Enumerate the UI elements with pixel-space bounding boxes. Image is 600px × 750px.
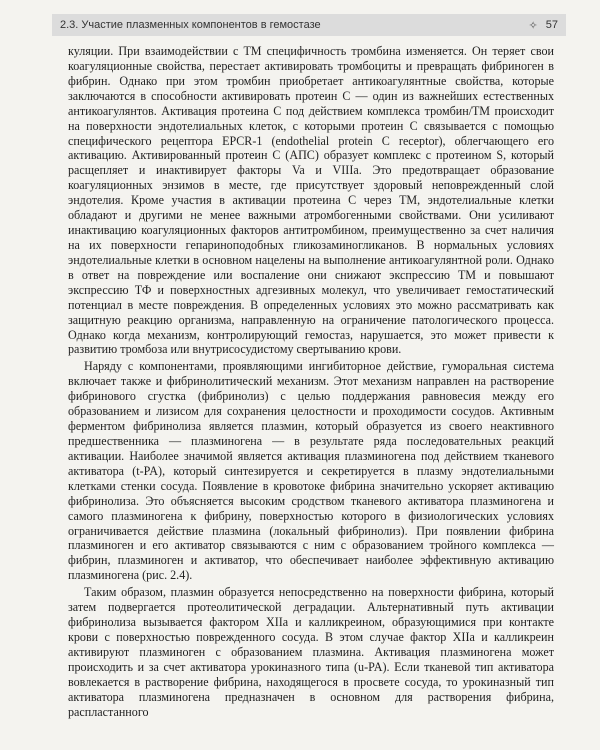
body-text (68, 44, 554, 719)
page-number-group (529, 19, 558, 32)
paragraph-1: куляции. При взаимодействии с ТМ специфичность тромбина изменяется. Он теряет свои коагуляционные свойства, перестает активировать тромбоциты и превращать фибриноген в фибрин. Однако при этом тромбин приобретает антикоагулянтные свойства, которые заключаются в способности активировать протеин С — один из важнейших естественных антикоагулянтов. Активация протеина С под действием комплекса тромбин/ТМ происходит на поверхности эндотелиальных клеток, с которыми протеин С связывается с помощью специфического рецептора EPCR-1 (endothelial protein C receptor), облегчающего его активацию. Активированный протеин С (АПС) образует комплекс с протеином S, который расщепляет и инактивирует факторы Va и VIIIa. Это предотвращает образование коагуляционных энзимов в месте, где присутствует здоровый неповрежденный слой эндотелия. Кроме участия в активации протеина С через ТМ, эндотелиальные клетки обладают и другими не менее важными атромбогенными свойствами. Они усиливают инактивацию коагуляционных факторов антитромбином, преимущественно за счет наличия на их поверхности гепариноподобных гликозаминогликанов. В нормальных условиях эндотелиальные клетки в основном нацелены на выполнение антикоагулянтной роли. Однако в ответ на повреждение или воспаление они снижают экспрессию ТМ и повышают экспрессию ТФ и поверхностных адгезивных молекул, что увеличивает гемостатический потенциал в месте повреждения. В определенных условиях это можно рассматривать как защитную реакцию организма, направленную на ограничение патологического процесса. Однако когда механизм, контролирующий гемостаз, нарушается, это может привести к развитию тромбоза или внутрисосудистому свертыванию крови. (68, 44, 554, 357)
paragraph-3: Таким образом, плазмин образуется непосредственно на поверхности фибрина, который затем подвергается протеолитической деградации. Альтернативный путь активации фибринолиза вызывается фактором XIIa и калликреином, образующимися при контакте крови с поверхностью поврежденного сосуда. В этом случае фактор XIIa и калликреин активируют плазминоген с образованием плазмина. Активация плазминогена может происходить и за счет активатора урокиназного типа (u-PA). Если тканевой тип активатора вовлекается в растворение фибрина, находящегося в просвете сосуда, то урокиназный тип активатора плазминогена предназначен в основном для растворения фибрина, распластанного (68, 585, 554, 719)
page-number: 57 (545, 19, 558, 31)
ornament-icon: ✧ (528, 19, 538, 32)
section-title: 2.3. Участие плазменных компонентов в гемостазе (60, 19, 321, 31)
paragraph-2: Наряду с компонентами, проявляющими ингибиторное действие, гуморальная система включает также и фибринолитический механизм. Этот механизм направлен на растворение фибринового сгустка (фибринолиз) с целью поддержания равновесия между его образованием и лизисом для сохранения целостности и проходимости сосудов. Активным ферментом фибринолиза является плазмин, который образуется из своего неактивного предшественника — плазминогена — в результате ряда последовательных реакций активации. Наиболее значимой является активация плазминогена под действием тканевого активатора (t-PA), который синтезируется и секретируется в плазму эндотелиальными клетками стенки сосуда. Появление в кровотоке фибрина значительно ускоряет активацию фибринолиза. Это объясняется высоким сродством тканевого активатора плазминогена и самого плазминогена к фибрину, поверхностью которого в физиологических условиях ограничивается действие плазмина (локальный фибринолиз). При появлении фибрина плазминоген и его активатор связываются с ним с образованием тройного комплекса — фибрин, плазминоген и активатор, что обеспечивает наиболее эффективную активацию плазминогена (рис. 2.4). (68, 359, 554, 583)
running-head (52, 14, 566, 36)
